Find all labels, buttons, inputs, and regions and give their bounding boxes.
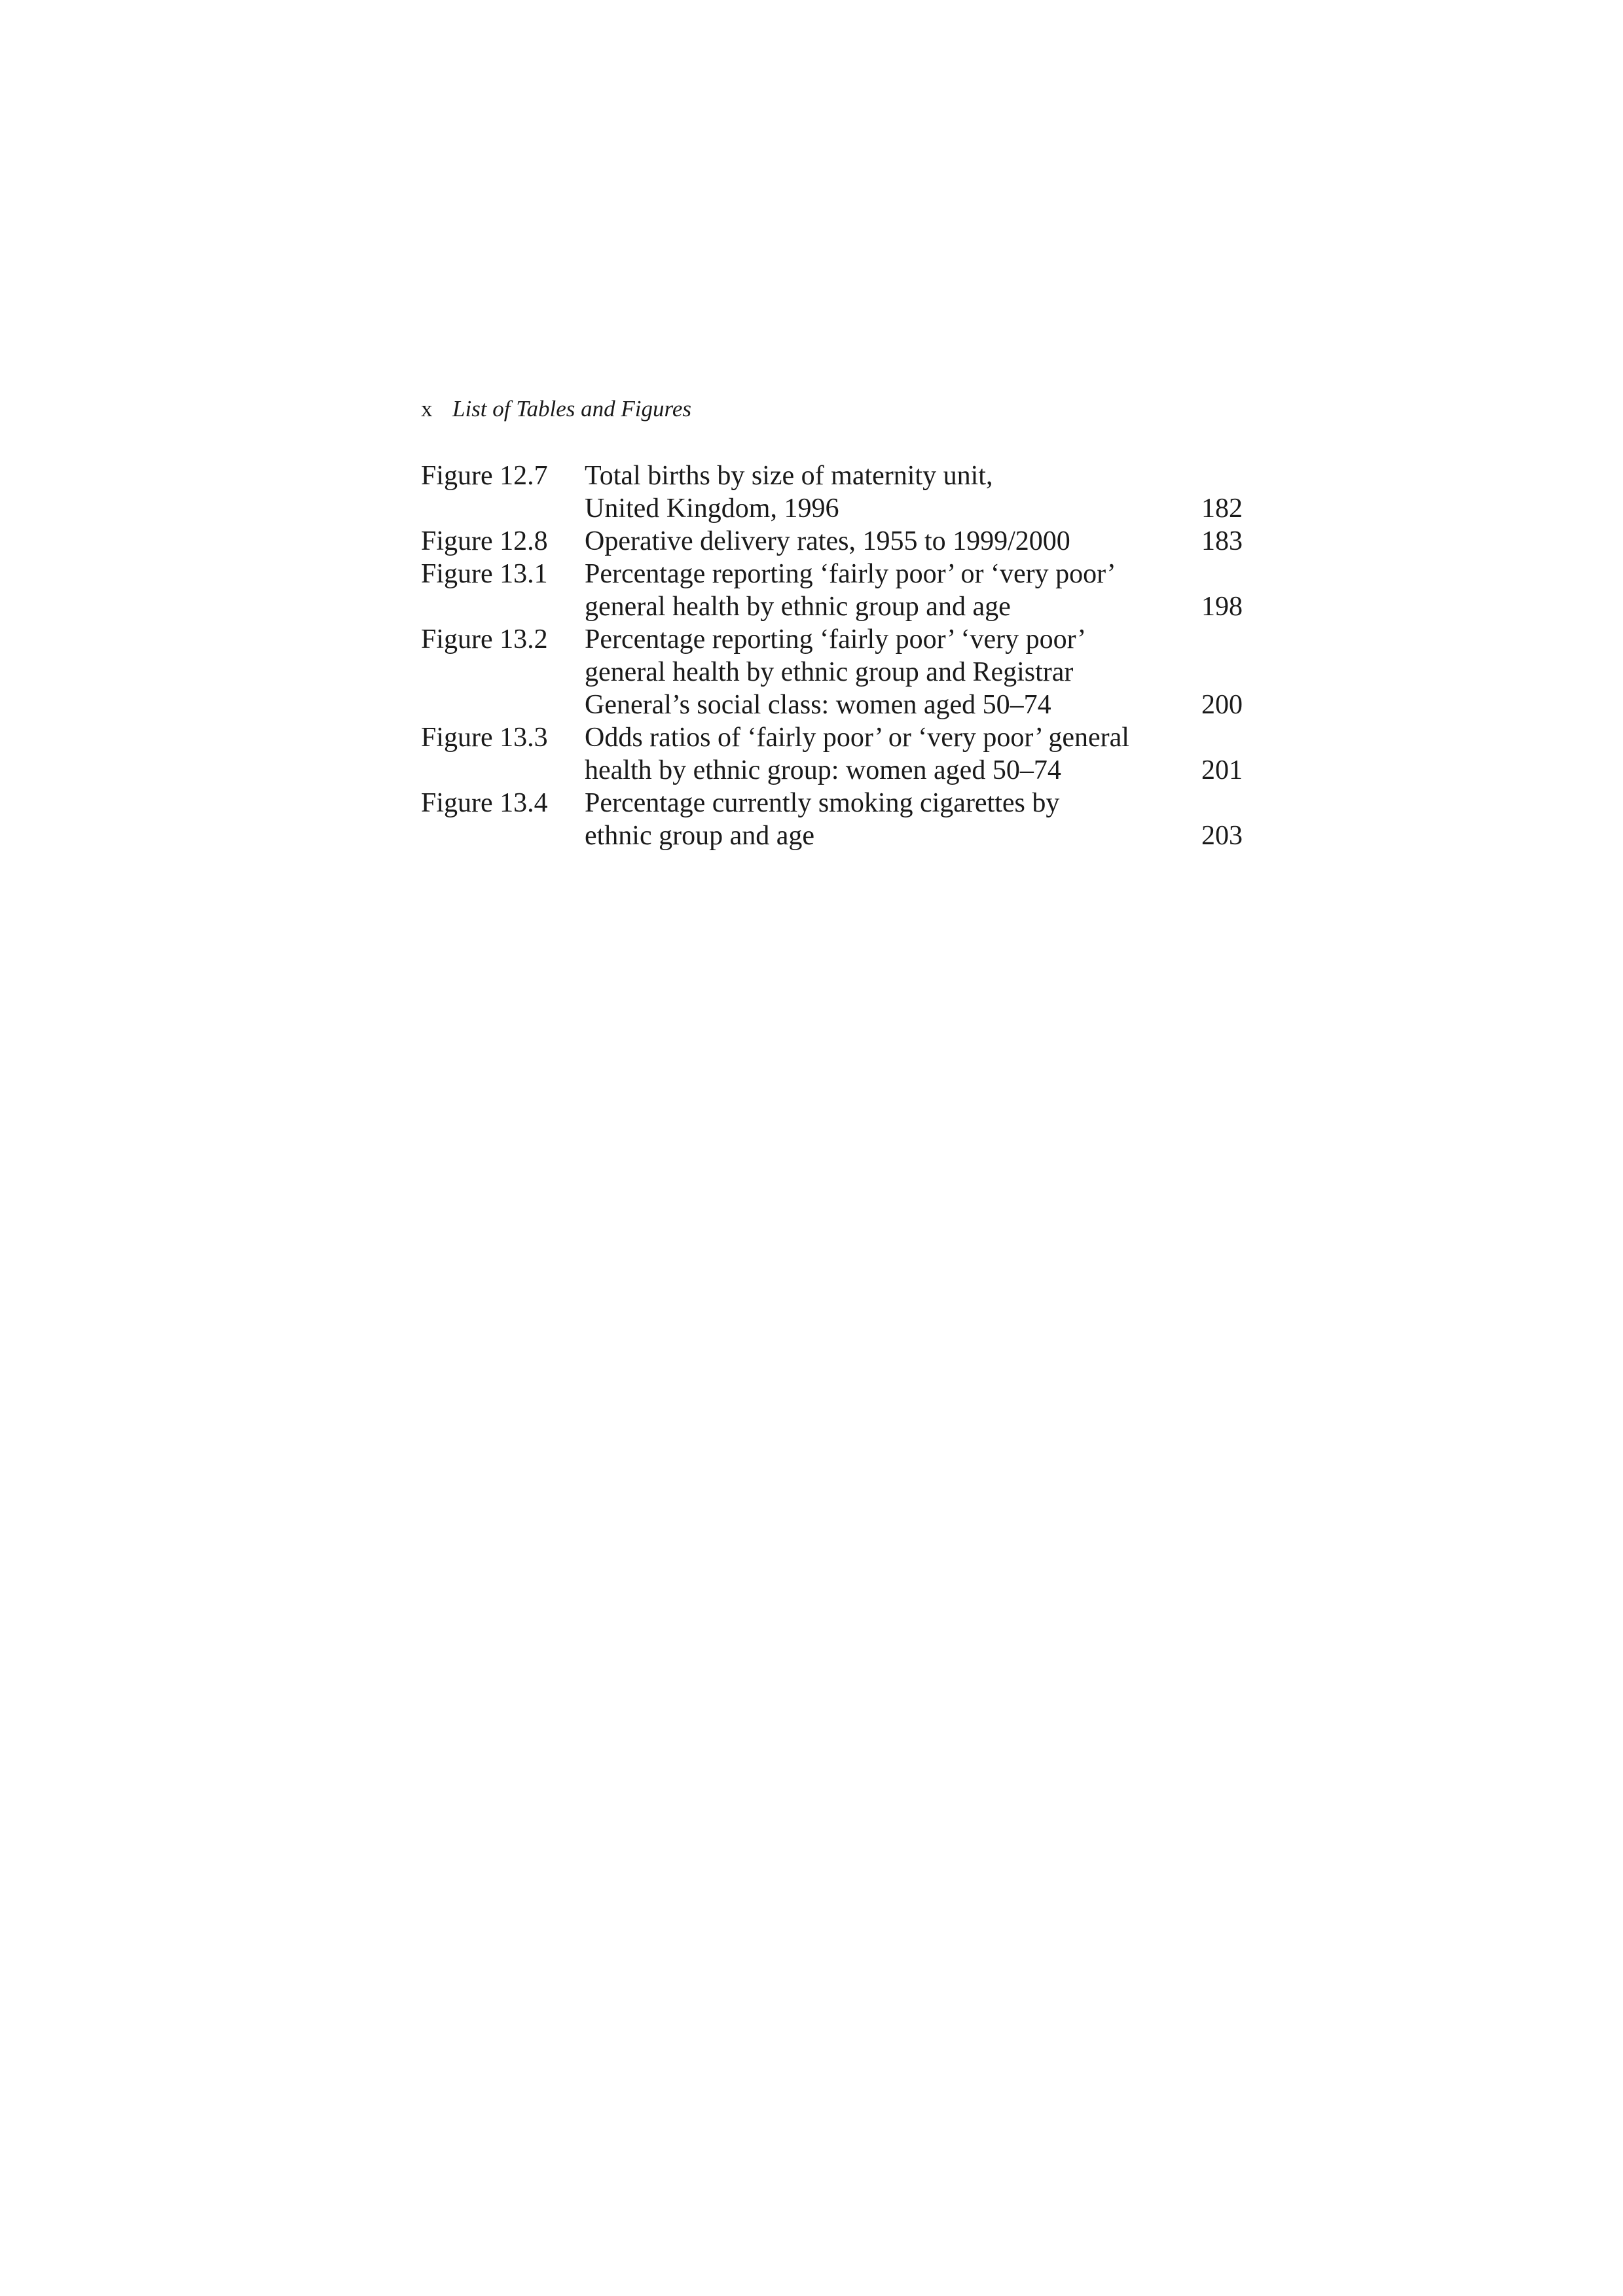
- list-entry: [421, 623, 1243, 721]
- list-entry: [421, 525, 1243, 558]
- caption-line: ethnic group and age: [585, 821, 815, 851]
- caption-line: Operative delivery rates, 1955 to 1999/2000: [585, 526, 1070, 556]
- page-number: 203: [1201, 821, 1243, 851]
- running-head-title: List of Tables and Figures: [452, 396, 691, 422]
- figure-number: Figure 13.2: [421, 624, 548, 655]
- figure-number: Figure 12.8: [421, 526, 548, 556]
- list-entry: [421, 721, 1243, 787]
- page-number: 201: [1201, 755, 1243, 785]
- figure-caption: [585, 623, 1177, 721]
- figure-list: [421, 459, 1243, 852]
- figure-caption: [585, 459, 1177, 525]
- figure-caption: [585, 558, 1177, 623]
- caption-line: health by ethnic group: women aged 50–74: [585, 755, 1061, 785]
- caption-line: Percentage currently smoking cigarettes by: [585, 788, 1060, 818]
- list-entry: [421, 459, 1243, 525]
- page-folio: x: [421, 396, 433, 422]
- figure-number: Figure 12.7: [421, 461, 548, 491]
- figure-number: Figure 13.1: [421, 559, 548, 589]
- page-number: 182: [1201, 493, 1243, 524]
- caption-line: Percentage reporting ‘fairly poor’ or ‘very poor’: [585, 559, 1116, 589]
- page-number: 198: [1201, 592, 1243, 622]
- caption-line: general health by ethnic group and age: [585, 592, 1011, 622]
- caption-line: United Kingdom, 1996: [585, 493, 839, 524]
- list-entry: [421, 787, 1243, 852]
- caption-line: Percentage reporting ‘fairly poor’ ‘very poor’: [585, 624, 1087, 655]
- caption-line: general health by ethnic group and Registrar: [585, 657, 1074, 687]
- page-number: 200: [1201, 690, 1243, 720]
- figure-number: Figure 13.3: [421, 723, 548, 753]
- caption-line: General’s social class: women aged 50–74: [585, 690, 1051, 720]
- caption-line: Odds ratios of ‘fairly poor’ or ‘very poor’ general: [585, 723, 1129, 753]
- page-number: 183: [1201, 526, 1243, 556]
- list-entry: [421, 558, 1243, 623]
- figure-caption: [585, 525, 1177, 558]
- caption-line: Total births by size of maternity unit,: [585, 461, 993, 491]
- figure-caption: [585, 787, 1177, 852]
- running-head: [421, 393, 691, 425]
- figure-caption: [585, 721, 1177, 787]
- figure-number: Figure 13.4: [421, 788, 548, 818]
